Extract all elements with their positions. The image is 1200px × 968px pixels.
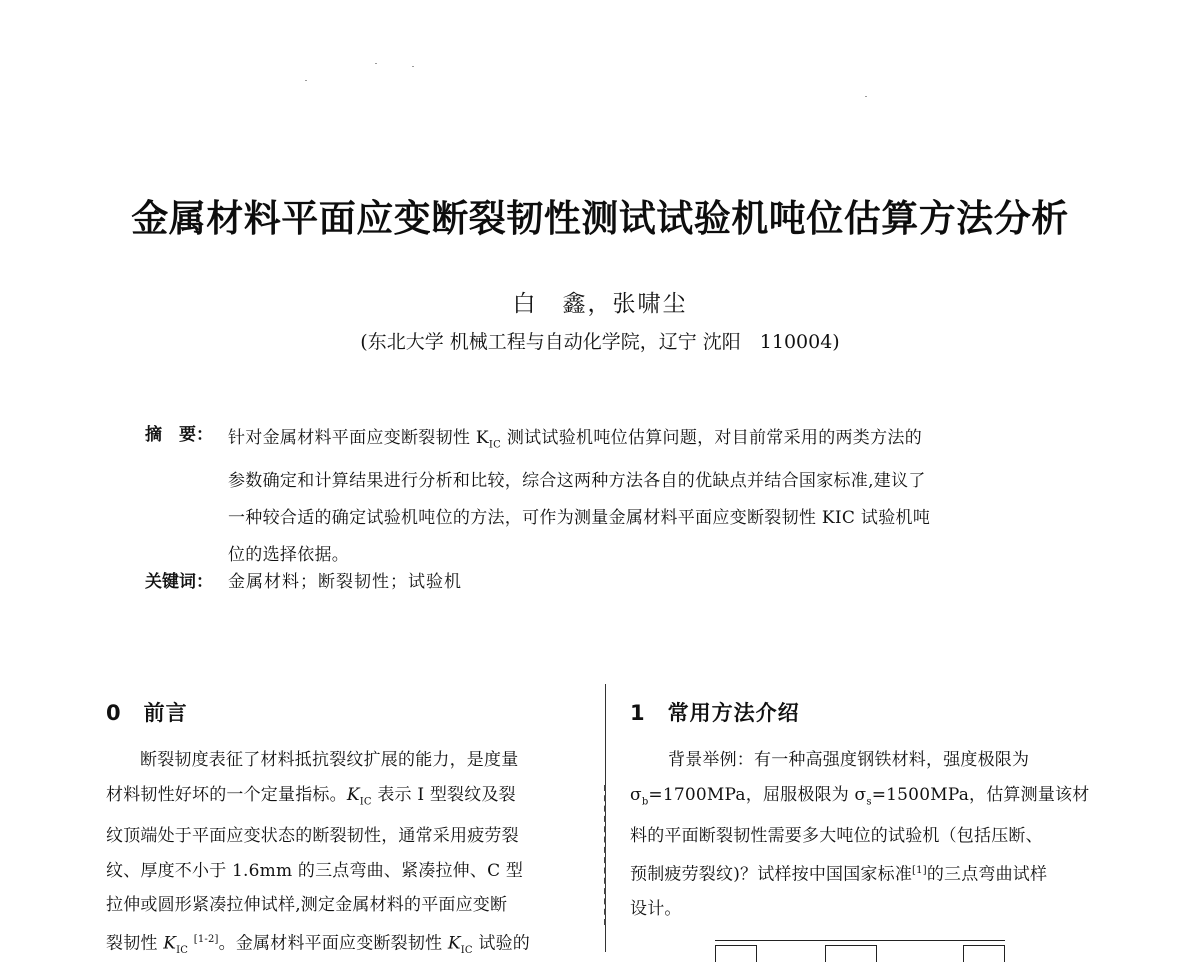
section-0-body xyxy=(106,743,584,968)
scan-speck xyxy=(865,96,867,97)
figure-partial xyxy=(715,940,1005,961)
affiliation: (东北大学 机械工程与自动化学院，辽宁 沈阳 110004) xyxy=(360,331,840,353)
abstract-body xyxy=(228,420,1070,574)
scan-speck xyxy=(412,66,414,67)
paragraph-line: 纹顶端处于平面应变状态的断裂韧性，通常采用疲劳裂 xyxy=(106,826,519,847)
figure-support-right xyxy=(963,945,1005,962)
section-1-body xyxy=(630,743,1108,927)
paragraph-line: 断裂韧度表征了材料抵抗裂纹扩展的能力，是度量 xyxy=(140,750,519,770)
paragraph-line: 材料韧性好坏的一个定量指标。$K_{IC}$ 表示 Ⅰ 型裂纹及裂 xyxy=(106,784,516,807)
abstract-line-3: 一种较合适的确定试验机吨位的方法，可作为测量金属材料平面应变断裂韧性 KIC 试验机吨 xyxy=(228,508,931,529)
keywords-text: 金属材料；断裂韧性；试验机 xyxy=(228,572,462,592)
section-1-heading: 1 常用方法介绍 xyxy=(630,701,800,725)
paragraph-line: 预制疲劳裂纹)？试样按中国国家标准[1]的三点弯曲试样 xyxy=(630,864,1048,885)
abstract-line-1: 针对金属材料平面应变断裂韧性 $K_{IC}$ 测试试验机吨位估算问题，对目前常采用的两类方法的 xyxy=(228,428,923,451)
scan-speck xyxy=(375,63,377,64)
abstract-label: 摘 要： xyxy=(145,425,213,445)
scan-speck xyxy=(305,80,307,81)
paragraph-line: 设计。 xyxy=(630,899,682,920)
paragraph-line: 纹、厚度不小于 1.6mm 的三点弯曲、紧凑拉伸、C 型 xyxy=(106,860,524,881)
figure-support-left xyxy=(715,945,757,962)
paragraph-line: 背景举例：有一种高强度钢铁材料，强度极限为 xyxy=(668,750,1030,770)
paragraph-line: 裂韧性 $K_{IC}$ [1-2]。金属材料平面应变断裂韧性 $K_{IC}$ 试验的 xyxy=(106,933,531,956)
paper-title: 金属材料平面应变断裂韧性测试试验机吨位估算方法分析 xyxy=(131,197,1069,240)
paragraph-line: 拉伸或圆形紧凑拉伸试样,测定金属材料的平面应变断 xyxy=(106,895,508,916)
section-0-heading: 0 前言 xyxy=(106,701,188,725)
figure-load-point xyxy=(825,945,877,962)
column-divider-dashed xyxy=(604,785,606,925)
keywords-label: 关键词： xyxy=(145,572,213,592)
abstract-line-2: 参数确定和计算结果进行分析和比较，综合这两种方法各自的优缺点并结合国家标准,建议了 xyxy=(228,471,926,492)
paragraph-line: $\sigma_b=1700MPa$，屈服极限为 $\sigma_s=1500MPa$，估算测量该材 xyxy=(630,784,1090,807)
authors: 白 鑫，张啸尘 xyxy=(512,291,688,317)
paragraph-line: 料的平面断裂韧性需要多大吨位的试验机（包括压断、 xyxy=(630,826,1043,847)
abstract-line-4: 位的选择依据。 xyxy=(228,545,350,566)
